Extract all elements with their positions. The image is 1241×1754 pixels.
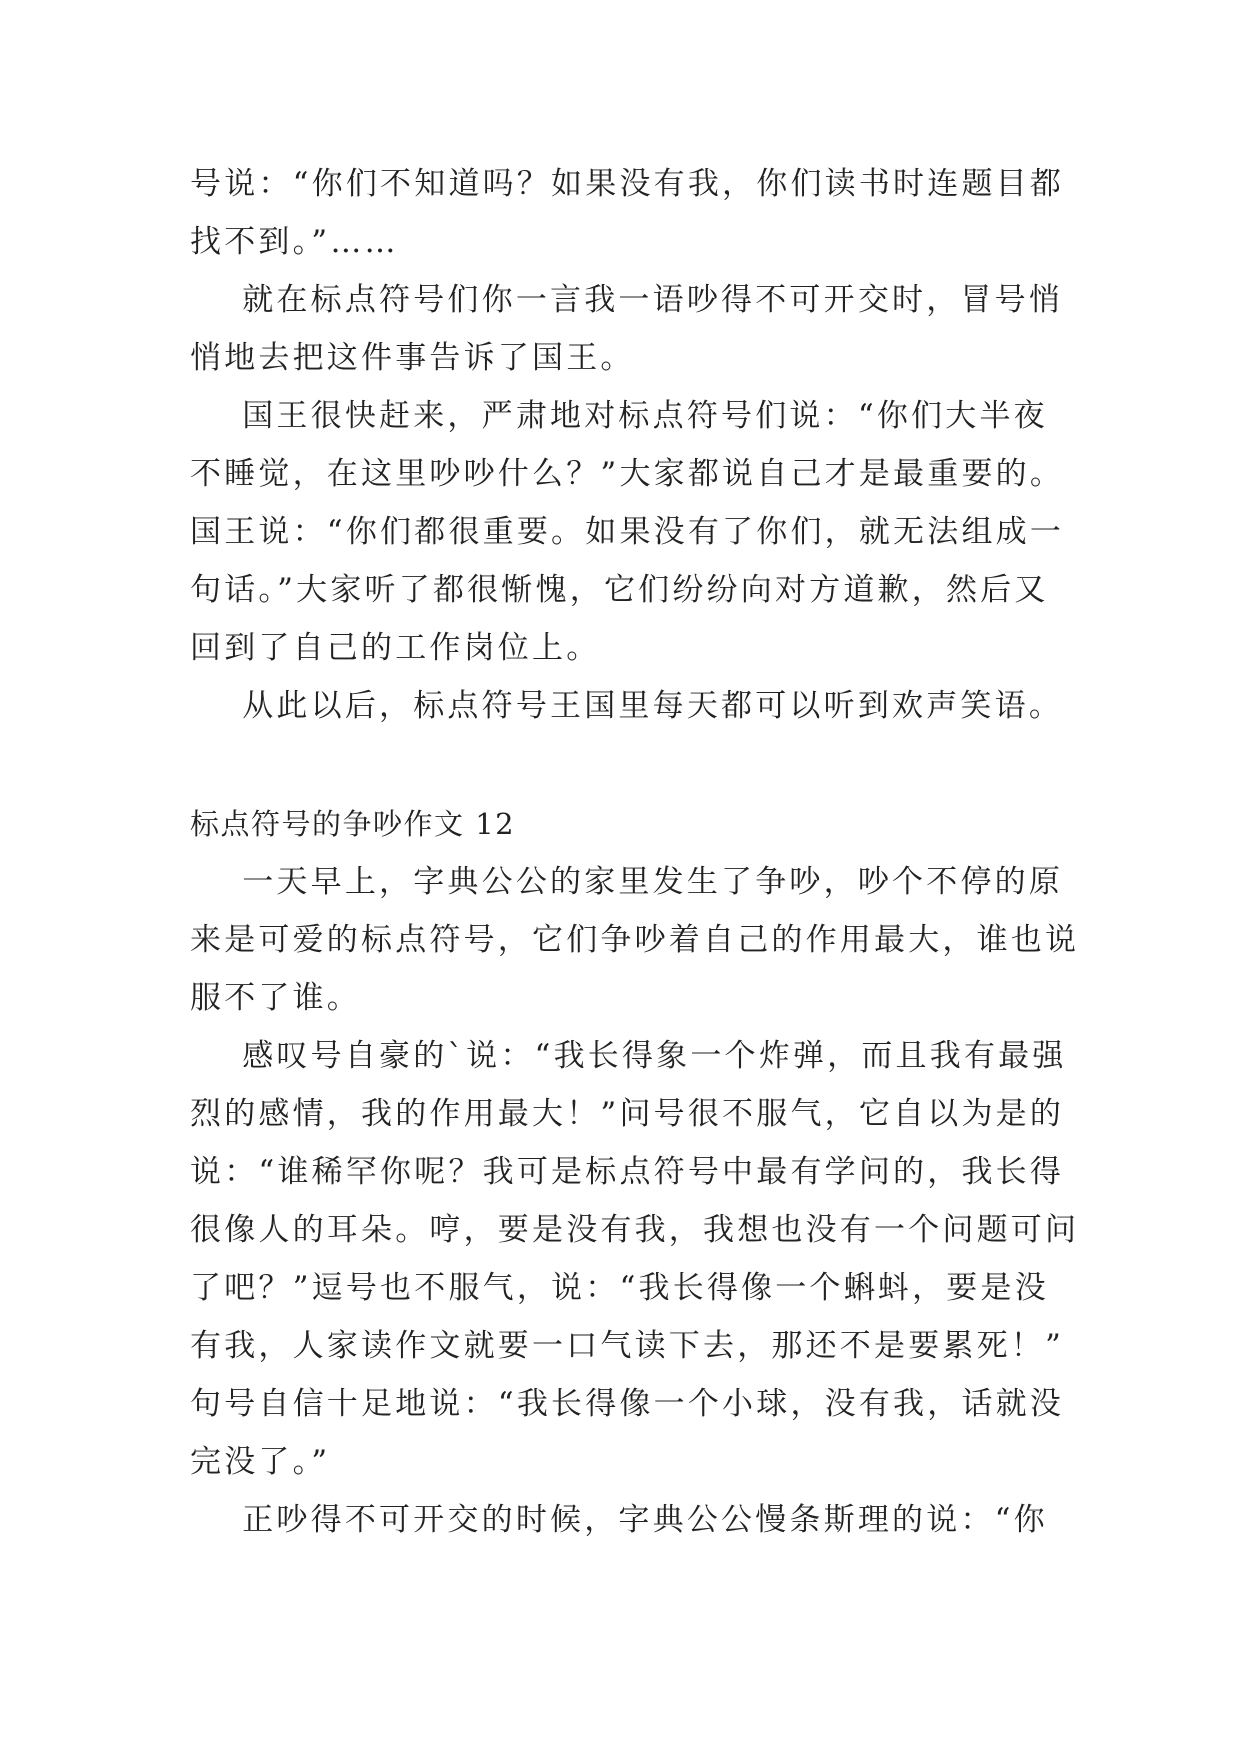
text-line: 就在标点符号们你一言我一语吵得不可开交时，冒号悄: [190, 282, 1064, 318]
text-line: 回到了自己的工作岗位上。: [190, 630, 601, 666]
text-line: 悄地去把这件事告诉了国王。: [190, 340, 635, 376]
text-line: 烈的感情，我的作用最大！”问号很不服气，它自以为是的: [190, 1096, 1065, 1132]
text-line: 正吵得不可开交的时候，字典公公慢条斯理的说：“你: [190, 1502, 1048, 1538]
section-heading: 标点符号的争吵作文 12: [190, 807, 516, 841]
text-line: 号说：“你们不知道吗？如果没有我，你们读书时连题目都: [190, 166, 1065, 202]
text-line: 说：“谁稀罕你呢？我可是标点符号中最有学问的，我长得: [190, 1154, 1065, 1190]
text-line: 国王说：“你们都很重要。如果没有了你们，就无法组成一: [190, 514, 1065, 550]
text-line: 了吧？”逗号也不服气，说：“我长得像一个蝌蚪，要是没: [190, 1270, 1049, 1306]
text-line: 国王很快赶来，严肃地对标点符号们说：“你们大半夜: [190, 398, 1048, 434]
text-line: 有我，人家读作文就要一口气读下去，那还不是要累死！”: [190, 1328, 1065, 1364]
text-line: 从此以后，标点符号王国里每天都可以听到欢声笑语。: [190, 688, 1064, 724]
text-line: 很像人的耳朵。哼，要是没有我，我想也没有一个问题可问: [190, 1212, 1080, 1248]
text-line: 感叹号自豪的`说：“我长得象一个炸弹，而且我有最强: [190, 1038, 1067, 1074]
text-line: 来是可爱的标点符号，它们争吵着自己的作用最大，谁也说: [190, 922, 1080, 958]
text-line: 完没了。”: [190, 1444, 331, 1480]
text-line: 服不了谁。: [190, 980, 361, 1016]
text-line: 句话。”大家听了都很惭愧，它们纷纷向对方道歉，然后又: [190, 572, 1049, 608]
text-line: 找不到。”……: [190, 224, 399, 260]
text-line: 一天早上，字典公公的家里发生了争吵，吵个不停的原: [190, 864, 1064, 900]
text-line: 不睡觉，在这里吵吵什么？”大家都说自己才是最重要的。: [190, 456, 1065, 492]
text-line: 句号自信十足地说：“我长得像一个小球，没有我，话就没: [190, 1386, 1065, 1422]
